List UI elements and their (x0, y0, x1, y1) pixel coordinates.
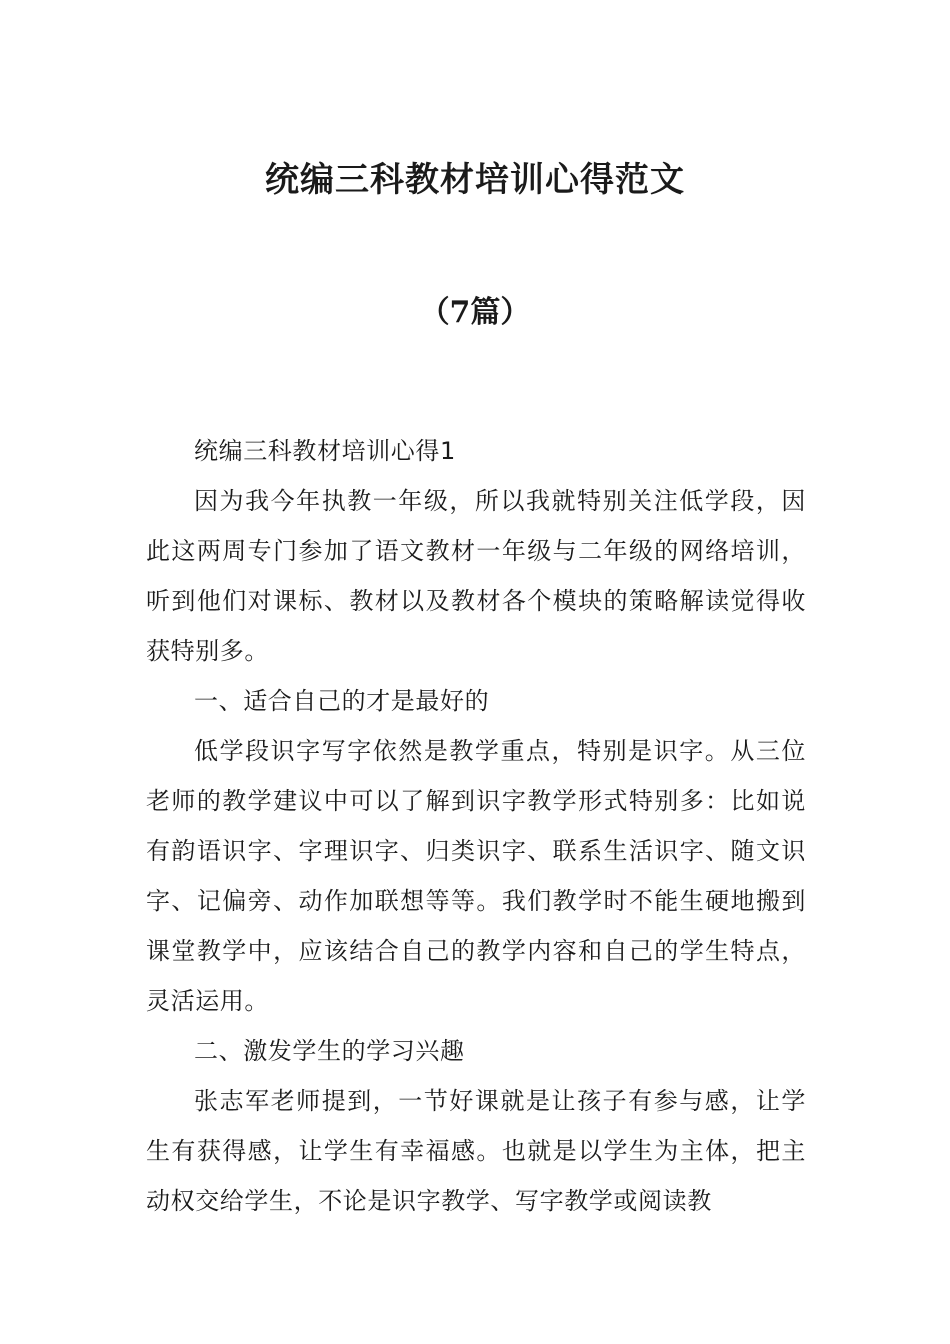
section-heading: 二、激发学生的学习兴趣 (194, 1037, 465, 1065)
body-paragraph: 低学段识字写字依然是教学重点，特别是识字。从三位老师的教学建议中可以了解到识字教学形式特别多：比如说有韵语识字、字理识字、归类识字、联系生活识字、随文识字、记偏旁、动作加联想等等。我们教学时不能生硬地搬到课堂教学中，应该结合自己的教学内容和自己的学生特点，灵活运用。 (146, 737, 806, 1015)
body-paragraph: 因为我今年执教一年级，所以我就特别关注低学段，因此这两周专门参加了语文教材一年级与二年级的网络培训，听到他们对课标、教材以及教材各个模块的策略解读觉得收获特别多。 (146, 487, 806, 665)
section-heading: 一、适合自己的才是最好的 (194, 687, 490, 715)
document-subtitle: （7篇） (419, 295, 531, 330)
document-title: 统编三科教材培训心得范文 (265, 160, 685, 200)
document-body (146, 426, 806, 1226)
section-heading: 统编三科教材培训心得1 (194, 437, 456, 465)
body-paragraph: 张志军老师提到，一节好课就是让孩子有参与感，让学生有获得感，让学生有幸福感。也就是以学生为主体，把主动权交给学生，不论是识字教学、写字教学或阅读教 (146, 1087, 806, 1215)
